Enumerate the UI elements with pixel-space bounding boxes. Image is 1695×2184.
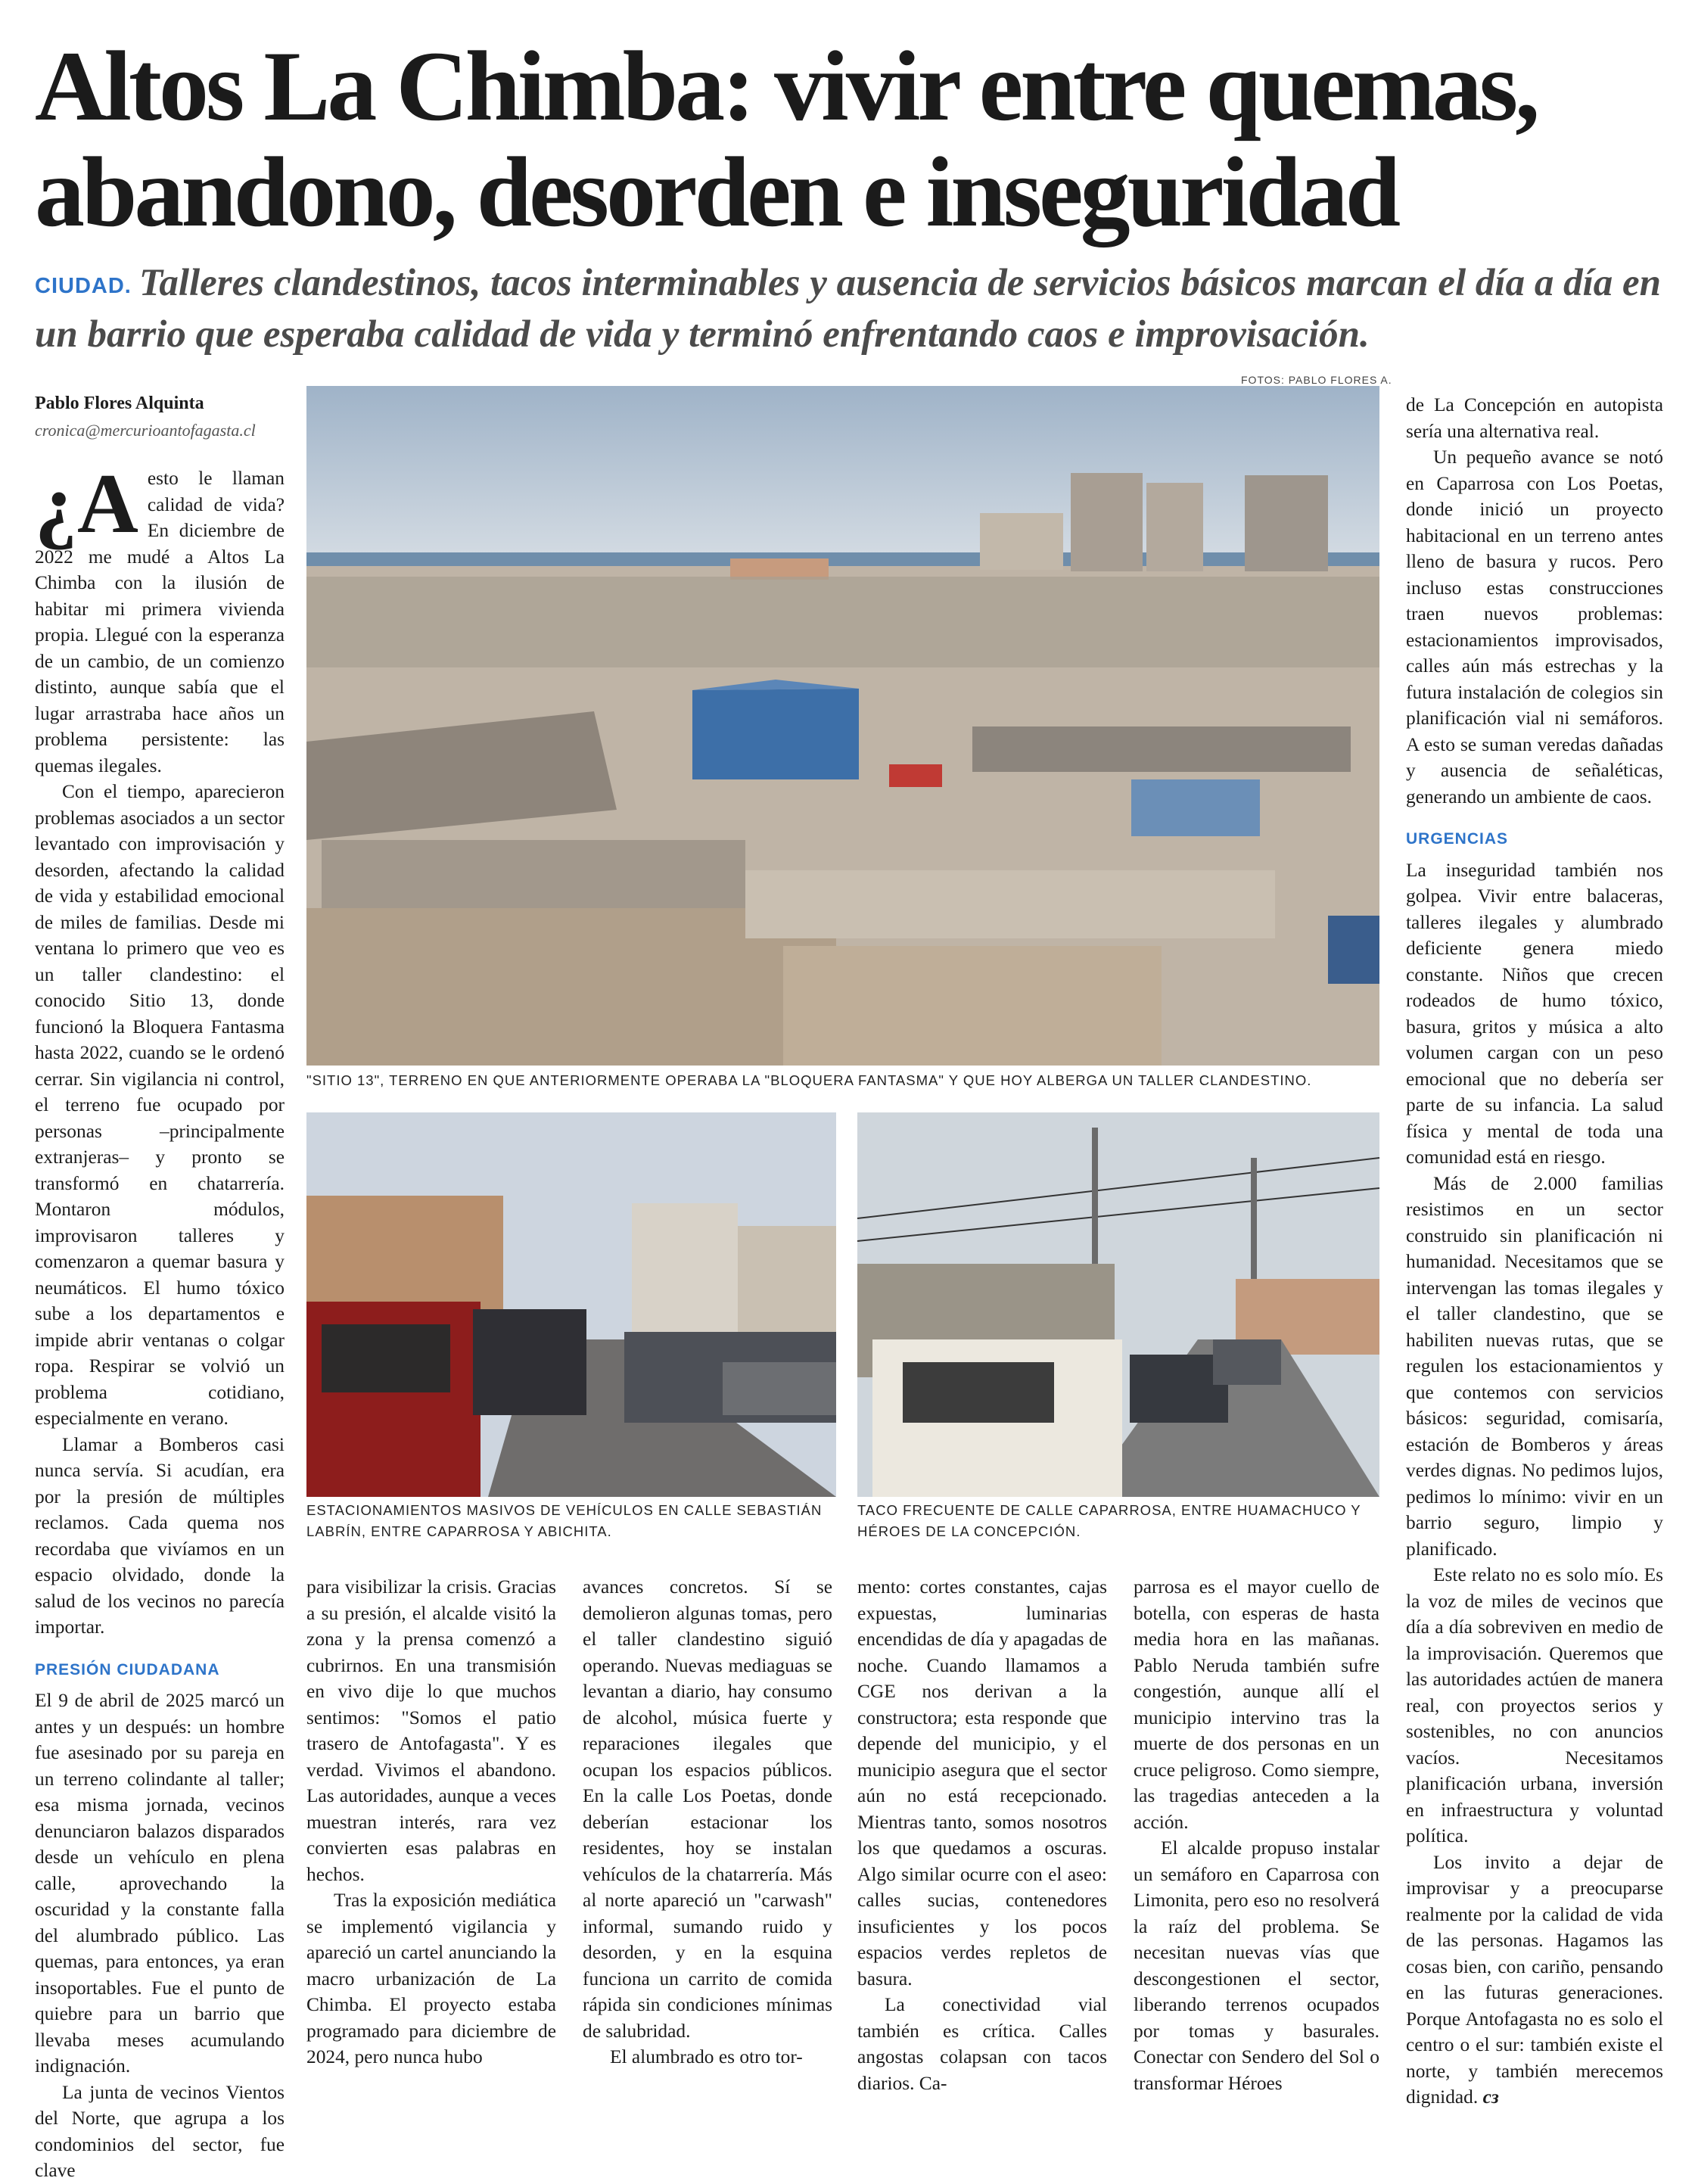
paragraph-4: El 9 de abril de 2025 marcó un antes y un después: un hombre fue asesinado por su pareja en un terreno colindante al taller; esa misma jornada, vecinos denunciaron balazos disparados desde un vehículo en plena calle, aprovechando la oscuridad y la constante falla del alumbrado público. Las quemas, para entonces, ya eran insoportables. Fue el punto de quiebre para un barrio que llevaba meses acumulando indignación.: [35, 1690, 285, 2077]
drop-cap: ¿A: [35, 457, 138, 551]
subhead-urgencias: URGENCIAS: [1406, 830, 1509, 848]
paragraph-13: El alcalde propuso instalar un semáforo en Caparrosa con Limonita, pero eso no resolverá la raíz del problema. Se necesitan nuevas vías que descongestionen el sector, liberando terrenos ocupados por tomas y basurales. Conectar con Sendero del Sol o transformar Héroes: [1134, 1837, 1379, 2094]
paragraph-18: Este relato no es solo mío. Es la voz de miles de vecinos que día a día sobreviven en medio de la improvisación. Queremos que las autoridades actúen de manera real, con proyectos serios y sostenibles, no con anuncios vacíos. Necesitamos planificación urbana, inversión en infraestructura y voluntad política.: [1406, 1564, 1663, 1846]
paragraph-17: Más de 2.000 familias resistimos en un sector construido sin planificación ni humanidad. Necesitamos que se intervengan las tomas ilegales y el taller clandestino, que se habiliten nuevas rutas, que se regulen los estacionamientos y que contemos con servicios básicos: seguridad, comisaría, estación de Bomberos y áreas verdes dignas. No pedimos lujos, pedimos lo mínimo: vivir en un barrio seguro, limpio y planificado.: [1406, 1172, 1663, 1560]
paragraph-19-text: Los invito a dejar de improvisar y a preocuparse realmente por la calidad de vida de las personas. Hagamos las cosas bien, con cariño, pensando en las futuras generaciones. Porque Antofagasta no es solo el centro o el sur: también existe el norte, y también merecemos dignidad.: [1406, 1851, 1663, 2108]
headline: Altos La Chimba: vivir entre quemas, abandono, desorden e inseguridad: [35, 30, 1538, 247]
traffic-photo-caption: TACO FRECUENTE DE CALLE CAPARROSA, ENTRE HUAMACHUCO Y HÉROES DE LA CONCEPCIÓN.: [857, 1502, 1361, 1539]
main-photo: [306, 386, 1379, 1066]
main-photo-image: [306, 386, 1379, 1066]
deck: [35, 259, 1684, 359]
photo-credit: FOTOS: PABLO FLORES A.: [1241, 374, 1392, 386]
column-6: [1406, 392, 1663, 2111]
parking-photo: [306, 1112, 836, 1497]
author-email: cronica@mercurioantofagasta.cl: [35, 421, 256, 440]
column-1: [35, 457, 285, 2184]
deck-text: Talleres clandestinos, tacos interminables y ausencia de servicios básicos marcan el día a día en un barrio que esperaba calidad de vida y terminó enfrentando caos e improvisación.: [35, 262, 1662, 356]
paragraph-14: de La Concepción en autopista sería una alternativa real.: [1406, 394, 1663, 442]
column-2: [306, 1574, 556, 2070]
paragraph-5: La junta de vecinos Vientos del Norte, que agrupa a los condominios del sector, fue clave: [35, 2081, 285, 2181]
paragraph-8: avances concretos. Sí se demolieron algunas tomas, pero el taller clandestino siguió operando. Nuevas mediaguas se levantan a diario, hay consumo de alcohol, música fuerte y reparaciones ilegales que ocupan los espacios públicos. En la calle Los Poetas, donde deberían estacionar los residentes, hoy se instalan vehículos de la chatarrería. Más al norte apareció un "carwash" informal, sumando ruido y desorden, y en la esquina funciona un carrito de comida rápida sin condiciones mínimas de salubridad.: [583, 1576, 832, 2042]
paragraph-15: Un pequeño avance se notó en Caparrosa con Los Poetas, donde inició un proyecto habitacional en un terreno antes lleno de basura y rucos. Pero incluso estas construcciones traen nuevos problemas: estacionamientos improvisados, calles aún más estrechas y la futura instalación de colegios sin planificación vial ni semáforos. A esto se suman veredas dañadas y ausencia de señaléticas, generando un ambiente de caos.: [1406, 446, 1663, 807]
paragraph-7: Tras la exposición mediática se implementó vigilancia y apareció un cartel anunciando la macro urbanización de La Chimba. El proyecto estaba programado para diciembre de 2024, pero nunca hubo: [306, 1890, 556, 2067]
paragraph-10: mento: cortes constantes, cajas expuestas, luminarias encendidas de día y apagadas de noche. Cuando llamamos a CGE nos derivan a la constructora; esta responde que depende del municipio, y el municipio asegura que el sector aún no está recepcionado. Mientras tanto, somos nosotros los que quedamos a oscuras. Algo similar ocurre con el aseo: calles sucias, contenedores insuficientes y los pocos espacios verdes repletos de basura.: [857, 1576, 1107, 1990]
paragraph-2: Con el tiempo, aparecieron problemas asociados a un sector levantado con improvisación y desorden, afectando la calidad de vida y estabilidad emocional de miles de familias. Desde mi ventana lo primero que veo es un taller clandestino: el conocido Sitio 13, donde funcionó la Bloquera Fantasma hasta 2022, cuando se le ordenó cerrar. Sin vigilancia ni control, el terreno fue ocupado por personas –principalmente extranjeras– y pronto se transformó en chatarrería. Montaron módulos, improvisaron talleres y comenzaron a quemar basura y neumáticos. El humo tóxico sube a los departamentos e impide abrir ventanas o colgar ropa. Respirar se volvió un problema cotidiano, especialmente en verano.: [35, 781, 285, 1429]
column-3: [583, 1574, 832, 2070]
subhead-presion: PRESIÓN CIUDADANA: [35, 1660, 220, 1678]
author-name: Pablo Flores Alquinta: [35, 394, 204, 413]
column-5: [1134, 1574, 1379, 2096]
traffic-photo: [857, 1112, 1379, 1497]
paragraph-19: [1406, 1850, 1663, 2111]
paragraph-16: La inseguridad también nos golpea. Vivir entre balaceras, talleres ilegales y alumbrado deficiente genera miedo constante. Niños que crecen rodeados de humo tóxico, basura, gritos y música a alto volumen cargan con un peso emocional que no debería ser parte de su infancia. La salud física y mental de toda una comunidad está en riesgo.: [1406, 859, 1663, 1168]
main-photo-caption: "SITIO 13", TERRENO EN QUE ANTERIORMENTE OPERABA LA "BLOQUERA FANTASMA" Y QUE HOY ALBERGA UN TALLER CLANDESTINO.: [306, 1072, 1312, 1088]
end-mark: cз: [1482, 2086, 1499, 2108]
paragraph-1: [35, 457, 285, 779]
paragraph-9: El alumbrado es otro tor-: [610, 2046, 803, 2067]
parking-photo-image: [306, 1112, 836, 1497]
paragraph-6: para visibilizar la crisis. Gracias a su presión, el alcalde visitó la zona y la prensa comenzó a cubrirnos. En una transmisión en vivo dije lo que muchos sentimos: "Somos el patio trasero de Antofagasta". Y es verdad. Vivimos el abandono. Las autoridades, aunque a veces muestran interés, rara vez convierten esas palabras en hechos.: [306, 1576, 556, 1885]
traffic-photo-image: [857, 1112, 1379, 1497]
parking-photo-caption: ESTACIONAMIENTOS MASIVOS DE VEHÍCULOS EN CALLE SEBASTIÁN LABRÍN, ENTRE CAPARROSA Y ABICHITA.: [306, 1502, 823, 1539]
paragraph-11: La conectividad vial también es crítica. Calles angostas colapsan con tacos diarios. Ca-: [857, 1994, 1107, 2094]
paragraph-1-text: esto le llaman calidad de vida? En diciembre de 2022 me mudé a Altos La Chimba con la ilusión de habitar mi primera vivienda propia. Llegué con la esperanza de un cambio, de un comienzo distinto, aunque sabía que el lugar arrastraba hace años un problema persistente: las quemas ilegales.: [35, 468, 285, 776]
column-4: [857, 1574, 1107, 2096]
section-tag: CIUDAD.: [35, 274, 132, 298]
paragraph-3: Llamar a Bomberos casi nunca servía. Si acudían, era por la presión de múltiples reclamos. Cada quema nos recordaba que vivíamos en un espacio olvidado, donde la salud de los vecinos no parecía importar.: [35, 1433, 285, 1638]
paragraph-12: parrosa es el mayor cuello de botella, con esperas de hasta media hora en las mañanas. Pablo Neruda también sufre congestión, aunque allí el municipio intervino tras la muerte de dos personas en un cruce peligroso. Como siempre, las tragedias anteceden a la acción.: [1134, 1576, 1379, 1833]
